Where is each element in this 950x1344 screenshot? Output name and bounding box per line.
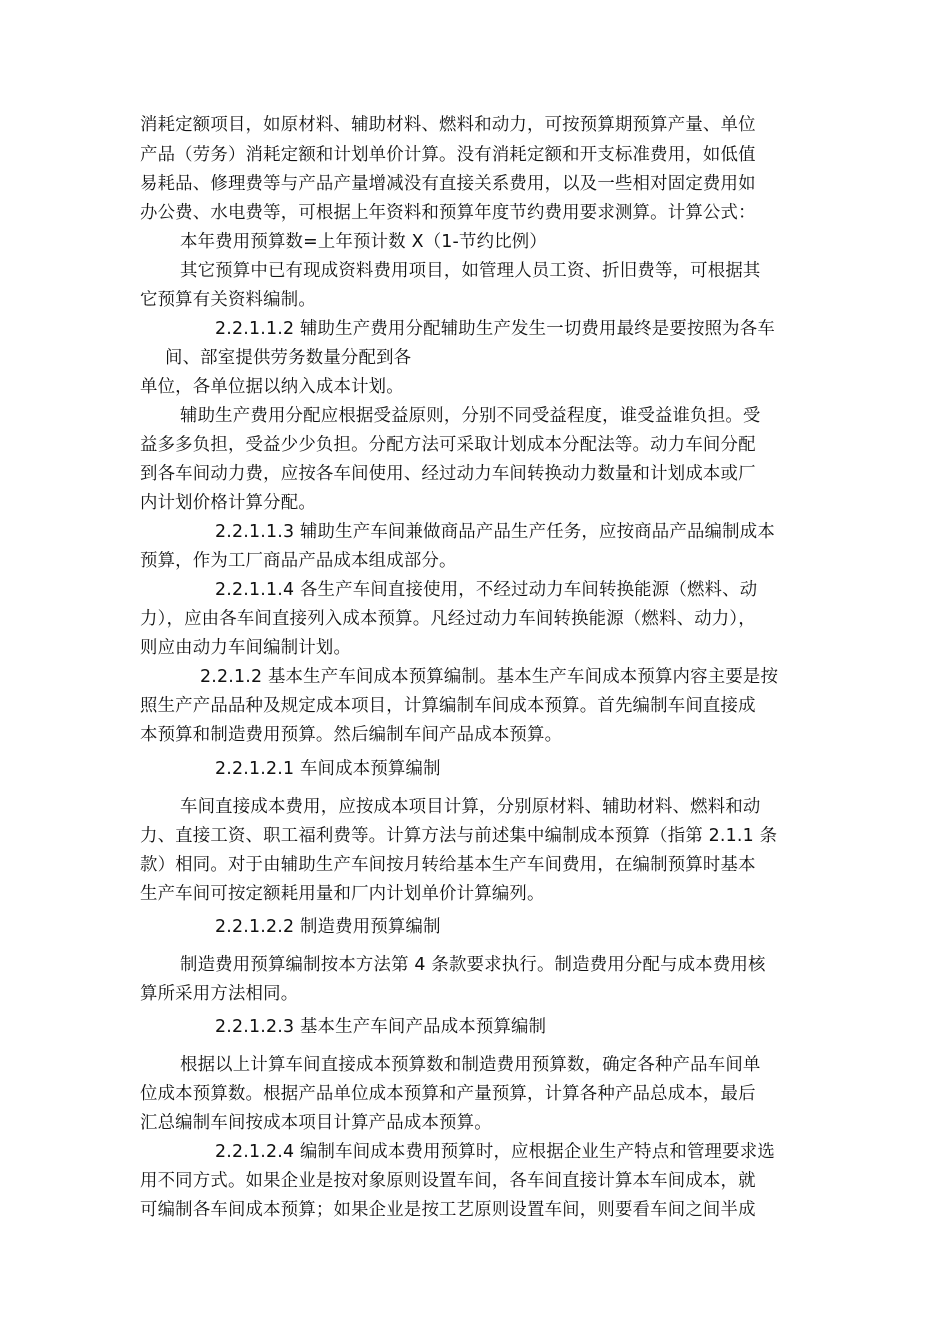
section-heading: 2.2.1.1.2 辅助生产费用分配辅助生产发生一切费用最终是要按照为各车: [215, 319, 775, 339]
formula-line: 本年费用预算数=上年预计数 X（1-节约比例）: [180, 232, 547, 252]
text-line: 预算，作为工厂商品产品成本组成部分。: [140, 551, 457, 571]
text-line: 力），应由各车间直接列入成本预算。凡经过动力车间转换能源（燃料、动力），: [140, 609, 756, 629]
text-line: 生产车间可按定额耗用量和厂内计划单价计算编列。: [140, 884, 545, 904]
text-line: 单位，各单位据以纳入成本计划。: [140, 377, 404, 397]
text-line: 位成本预算数。根据产品单位成本预算和产量预算，计算各种产品总成本，最后: [140, 1084, 756, 1104]
text-line: 易耗品、修理费等与产品产量增减没有直接关系费用，以及一些相对固定费用如: [140, 174, 756, 194]
section-heading: 2.2.1.1.4 各生产车间直接使用，不经过动力车间转换能源（燃料、动: [215, 580, 758, 600]
text-line: 其它预算中已有现成资料费用项目，如管理人员工资、折旧费等，可根据其: [180, 261, 761, 281]
text-line: 它预算有关资料编制。: [140, 290, 316, 310]
text-line: 间、部室提供劳务数量分配到各: [165, 348, 412, 368]
text-line: 办公费、水电费等，可根据上年资料和预算年度节约费用要求测算。计算公式：: [140, 203, 756, 223]
text-line: 汇总编制车间按成本项目计算产品成本预算。: [140, 1113, 492, 1133]
text-line: 益多多负担，受益少少负担。分配方法可采取计划成本分配法等。动力车间分配: [140, 435, 756, 455]
text-line: 车间直接成本费用，应按成本项目计算，分别原材料、辅助材料、燃料和动: [180, 797, 761, 817]
text-line: 辅助生产费用分配应根据受益原则，分别不同受益程度，谁受益谁负担。受: [180, 406, 761, 426]
section-heading: 2.2.1.2.2 制造费用预算编制: [215, 917, 441, 937]
section-heading: 2.2.1.2.1 车间成本预算编制: [215, 759, 441, 779]
text-line: 算所采用方法相同。: [140, 984, 299, 1004]
text-line: 根据以上计算车间直接成本预算数和制造费用预算数，确定各种产品车间单: [180, 1055, 761, 1075]
text-line: 本预算和制造费用预算。然后编制车间产品成本预算。: [140, 725, 563, 745]
text-line: 消耗定额项目，如原材料、辅助材料、燃料和动力，可按预算期预算产量、单位: [140, 115, 756, 135]
text-line: 到各车间动力费，应按各车间使用、经过动力车间转换动力数量和计划成本或厂: [140, 464, 756, 484]
section-heading: 2.2.1.1.3 辅助生产车间兼做商品产品生产任务，应按商品产品编制成本: [215, 522, 775, 542]
text-line: 内计划价格计算分配。: [140, 493, 316, 513]
text-line: 可编制各车间成本预算；如果企业是按工艺原则设置车间，则要看车间之间半成: [140, 1200, 756, 1220]
text-line: 款）相同。对于由辅助生产车间按月转给基本生产车间费用，在编制预算时基本: [140, 855, 756, 875]
text-line: 照生产产品品种及规定成本项目，计算编制车间成本预算。首先编制车间直接成: [140, 696, 756, 716]
section-heading: 2.2.1.2.3 基本生产车间产品成本预算编制: [215, 1017, 547, 1037]
text-line: 制造费用预算编制按本方法第 4 条款要求执行。制造费用分配与成本费用核: [180, 955, 766, 975]
text-line: 用不同方式。如果企业是按对象原则设置车间，各车间直接计算本车间成本，就: [140, 1171, 756, 1191]
text-line: 力、直接工资、职工福利费等。计算方法与前述集中编制成本预算（指第 2.1.1 条: [140, 826, 778, 846]
section-heading: 2.2.1.2.4 编制车间成本费用预算时，应根据企业生产特点和管理要求选: [215, 1142, 775, 1162]
text-line: 则应由动力车间编制计划。: [140, 638, 352, 658]
text-line: 产品（劳务）消耗定额和计划单价计算。没有消耗定额和开支标准费用，如低值: [140, 145, 756, 165]
section-heading: 2.2.1.2 基本生产车间成本预算编制。基本生产车间成本预算内容主要是按: [200, 667, 779, 687]
